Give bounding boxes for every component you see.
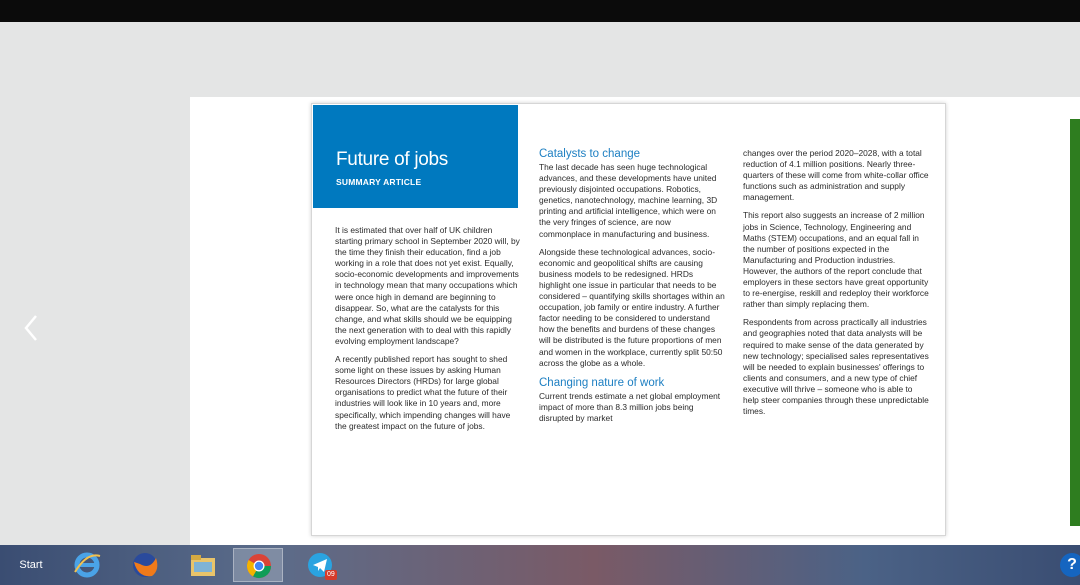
paragraph: changes over the period 2020–2028, with a total reduction of 4.1 million positions. Nearly three-quarters of these will come from white-collar office functions such as administration and supply management. — [743, 148, 929, 203]
firefox-icon — [130, 550, 160, 580]
chevron-left-icon — [20, 310, 44, 346]
article-column-3 — [743, 148, 929, 424]
paragraph: This report also suggests an increase of 2 million jobs in Science, Technology, Engineering and Maths (STEM) occupations, and an equal fall in the number of positions expected in the Manufacturing and Production industries. However, the authors of the report conclude that employers in these sectors have great opportunity to re-energise, reskill and redeploy their workforce rather than simply replacing them. — [743, 210, 929, 310]
paragraph: A recently published report has sought to shed some light on these issues by asking Human Resources Directors (HRDs) for large global organisations to predict what the future of their industries will look like in 10 years and, more specifically, which impending changes will have the greatest impact on the future of jobs. — [335, 354, 511, 431]
taskbar — [0, 545, 1080, 585]
previous-page-button[interactable] — [20, 310, 44, 346]
title-banner — [313, 105, 518, 208]
side-panel-edge — [1070, 119, 1080, 526]
paragraph: Respondents from across practically all industries and geographies noted that data analysts will be required to make sense of the data generated by new technology; specialised sales representatives will be needed to explain businesses' offerings to clients and consumers, and a new type of chief executive will thrive – someone who is able to help steer companies through these unpredictable times. — [743, 317, 929, 417]
article-subtitle: SUMMARY ARTICLE — [336, 177, 422, 187]
paragraph: The last decade has seen huge technological advances, and these developments have united previously disjointed occupations. Robotics, genetics, nanotechnology, machine learning, 3D printing and artificial intelligence, which were on the very fringes of science, are now commonplace in manufacturing and business. — [539, 162, 718, 239]
taskbar-telegram[interactable] — [295, 548, 345, 582]
section-heading: Catalysts to change — [539, 148, 641, 160]
article-page — [311, 103, 946, 536]
internet-explorer-icon — [72, 550, 102, 580]
paragraph: Current trends estimate a net global employment impact of more than 8.3 million jobs being disrupted by market — [539, 390, 721, 423]
section-heading: Changing nature of work — [539, 376, 665, 389]
taskbar-firefox[interactable] — [120, 548, 170, 582]
start-button[interactable]: Start — [19, 559, 43, 571]
taskbar-internet-explorer[interactable] — [62, 548, 112, 582]
top-bar — [0, 0, 1080, 22]
paragraph: It is estimated that over half of UK children starting primary school in September 2020 will, by the time they finish their education, find a job working in a role that does not yet exist. Equally, socio-economic developments and improvements in technology mean that many occupations which were once high in demand are beginning to disappear. So, what are the catalysts for this change, and what skills should we be equipping the next generation with to deal with this rapidly evolving employment landscape? — [335, 225, 520, 346]
article-column-2 — [539, 147, 725, 431]
taskbar-chrome[interactable] — [233, 548, 283, 582]
article-title: Future of jobs — [336, 149, 448, 170]
chrome-icon — [244, 551, 274, 581]
notification-badge: 09 — [327, 571, 335, 578]
file-explorer-icon — [188, 550, 218, 580]
article-column-1 — [335, 225, 521, 439]
taskbar-file-explorer[interactable] — [178, 548, 228, 582]
help-button[interactable]: ? — [1060, 553, 1080, 577]
paragraph: Alongside these technological advances, socio-economic and geopolitical shifts are causing business models to be redesigned. HRDs highlight one issue in particular that needs to be considered – quantifying skills shortages within an occupation, job family or entire industry. A further factor needing to be considered to understand how the benefits and burdens of these changes will be distributed is the future proportions of men and women in the workplace, currently split 50:50 across the globe as a whole. — [539, 246, 725, 368]
